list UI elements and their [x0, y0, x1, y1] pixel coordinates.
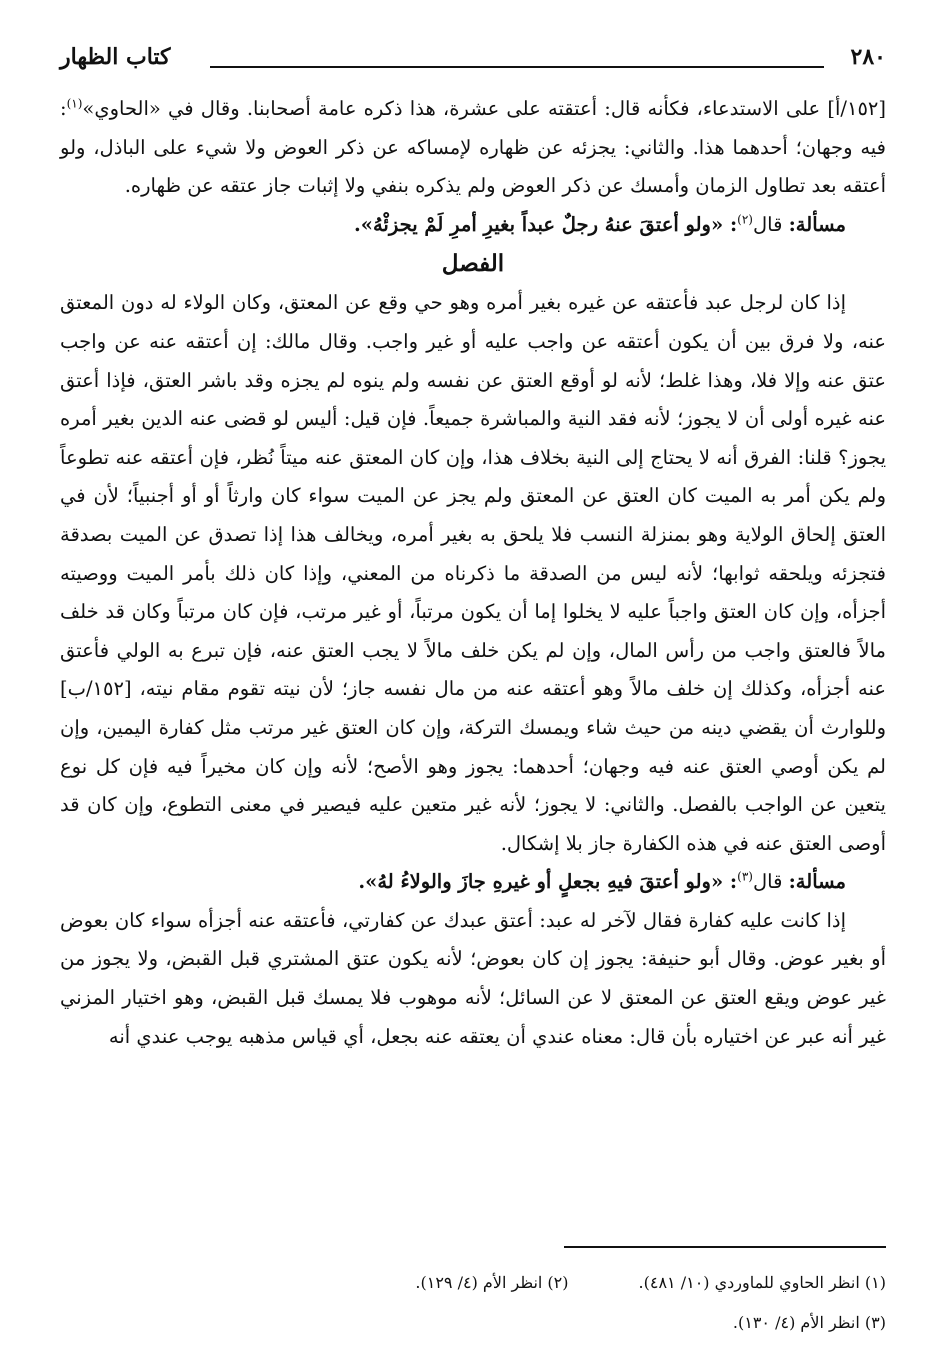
footnote-row-2	[60, 1302, 886, 1342]
main-text	[60, 90, 886, 1056]
header-rule	[210, 66, 824, 68]
masala-2-qal: قال	[752, 870, 789, 894]
section-heading: الفصل	[441, 250, 505, 278]
masala-2	[60, 863, 886, 902]
masala-2-quote: : «ولو أعتقَ فيهِ بجعلٍ أو غيرهِ جازَ والولاءُ لهُ».	[358, 870, 738, 894]
footnote-3: (٣) انظر الأم (٤/ ١٣٠).	[732, 1312, 886, 1332]
masala-1	[60, 206, 886, 245]
masala-2-label: مسألة:	[788, 870, 846, 894]
footnote-row-1	[60, 1262, 886, 1302]
paragraph-1	[60, 90, 886, 206]
footnote-ref-3: (٣)	[737, 869, 753, 884]
masala-1-label: مسألة:	[788, 212, 846, 236]
footnote-1: (١) انظر الحاوي للماوردي (١٠/ ٤٨١).	[638, 1272, 886, 1292]
masala-1-qal: قال	[752, 212, 789, 236]
paragraph-3: إذا كانت عليه كفارة فقال لآخر له عبد: أعتق عبدك عن كفارتي، فأعتقه عنه أجزأه سواء كان بعوض أو بغير عوض. وقال أبو حنيفة: يجوز إن كان بعوض؛ لأنه يكون عتق المشتري قبل القبض، ولا يجوز من غير عوض ويقع العتق عن المعتق لا عن السائل؛ لأنه موهوب فلا يمسك قبل القبض، وهو اختيار المزني غير أنه عبر عن اختياره بأن قال: معناه عندي أن يعتقه عنه بجعل، أي قياس مذهبه يوجب عندي أنه	[60, 908, 886, 1048]
footnote-ref-2: (٢)	[737, 212, 753, 227]
book-title: كتاب الظهار	[60, 44, 171, 70]
footnote-ref-1: (١)	[66, 96, 83, 111]
paragraph-2: إذا كان لرجل عبد فأعتقه عن غيره بغير أمره وهو حي وقع عن المعتق، وكان الولاء له دون المعتق عنه، ولا فرق بين أن يكون أعتقه عن واجب عليه أو غير واجب. وقال مالك: إن أعتقه عنه عن واجب عتق عنه وإلا فلا، وهذا غلط؛ لأنه لو أوقع العتق عن نفسه ولم ينوه لم يجزه وقد باشر العتق، فإذا أعتق عنه غيره أولى أن لا يجوز؛ لأنه فقد النية والمباشرة جميعاً. فإن قيل: أليس لو قضى عنه الدين بغير أمره يجوز؟ قلنا: الفرق أنه لا يحتاج إلى النية بخلاف هذا، وإن كان المعتق عنه ميتاً نُظر، فإن أعتقه عنه تطوعاً ولم يكن أمر به الميت كان العتق عن المعتق ولم يجز عن الميت سواء كان وارثاً أو أو أجنبياً؛ لأن في العتق إلحاق الولاية وهو بمنزلة النسب فلا يلحق به بغير أمره، ويخالف هذا إذا تصدق عن الميت بصدقة فتجزئه ويلحقه ثوابها؛ لأنه ليس من الصدقة ما ذكرناه من المعني، وإذا كان ذلك بأمر الميت ووصيته أجزأه، وإن كان العتق واجباً عليه لا يخلوا إما أن يكون مرتباً، أو غير مرتب، فإن كان مرتباً وكان قد خلف مالاً فالعتق واجب من رأس المال، وإن لم يكن خلف مالاً لا يجب العتق عنه، فإن تبرع به الولي فأعتق عنه أجزأه، وكذلك إن خلف مالاً وهو أعتقه عنه من مال نفسه جاز؛ لأن نيته تقوم مقام نيته، [١٥٢/ب] وللوارث أن يقضي دينه من حيث شاء ويمسك التركة، وإن كان العتق غير مرتب مثل كفارة اليمين، وإن لم يكن أوصي العتق عنه فيه وجهان؛ أحدهما: يجوز وهو الأصح؛ لأنه وإن كان مخيراً فيه فإن كل نوع يتعين عن الواجب بالفصل. والثاني: لا يجوز؛ لأنه غير متعين عليه فيصير في معنى التطوع، وإن كان قد أوصى العتق عنه في هذه الكفارة جاز بلا إشكال.	[60, 291, 886, 855]
footnotes	[60, 1262, 886, 1342]
page-header	[60, 44, 886, 78]
footnote-2: (٢) انظر الأم (٤/ ١٢٩).	[415, 1272, 569, 1292]
page-number: ٢٨٠	[850, 44, 886, 70]
footnote-divider	[564, 1246, 886, 1248]
paragraph-1-continued: : فيه وجهان؛ أحدهما هذا. والثاني: يجزئه عن ظهاره لإمساكه عن ذكر العوض ولا شيء على الباذل، ولو أعتقه بعد تطاول الزمان وأمسك عن ذكر العوض ولم يذكره بنفي ولا إثبات جاز عتقه عن ظهاره.	[60, 97, 886, 198]
paragraph-1-text: [١٥٢/أ] على الاستدعاء، فكأنه قال: أعتقته على عشرة، هذا ذكره عامة أصحابنا. وقال في «الحاوي»	[82, 97, 886, 120]
masala-1-quote: : «ولو أعتقَ عنهُ رجلٌ عبداً بغيرِ أمرِ لَمْ يجزئْهُ».	[353, 212, 738, 236]
